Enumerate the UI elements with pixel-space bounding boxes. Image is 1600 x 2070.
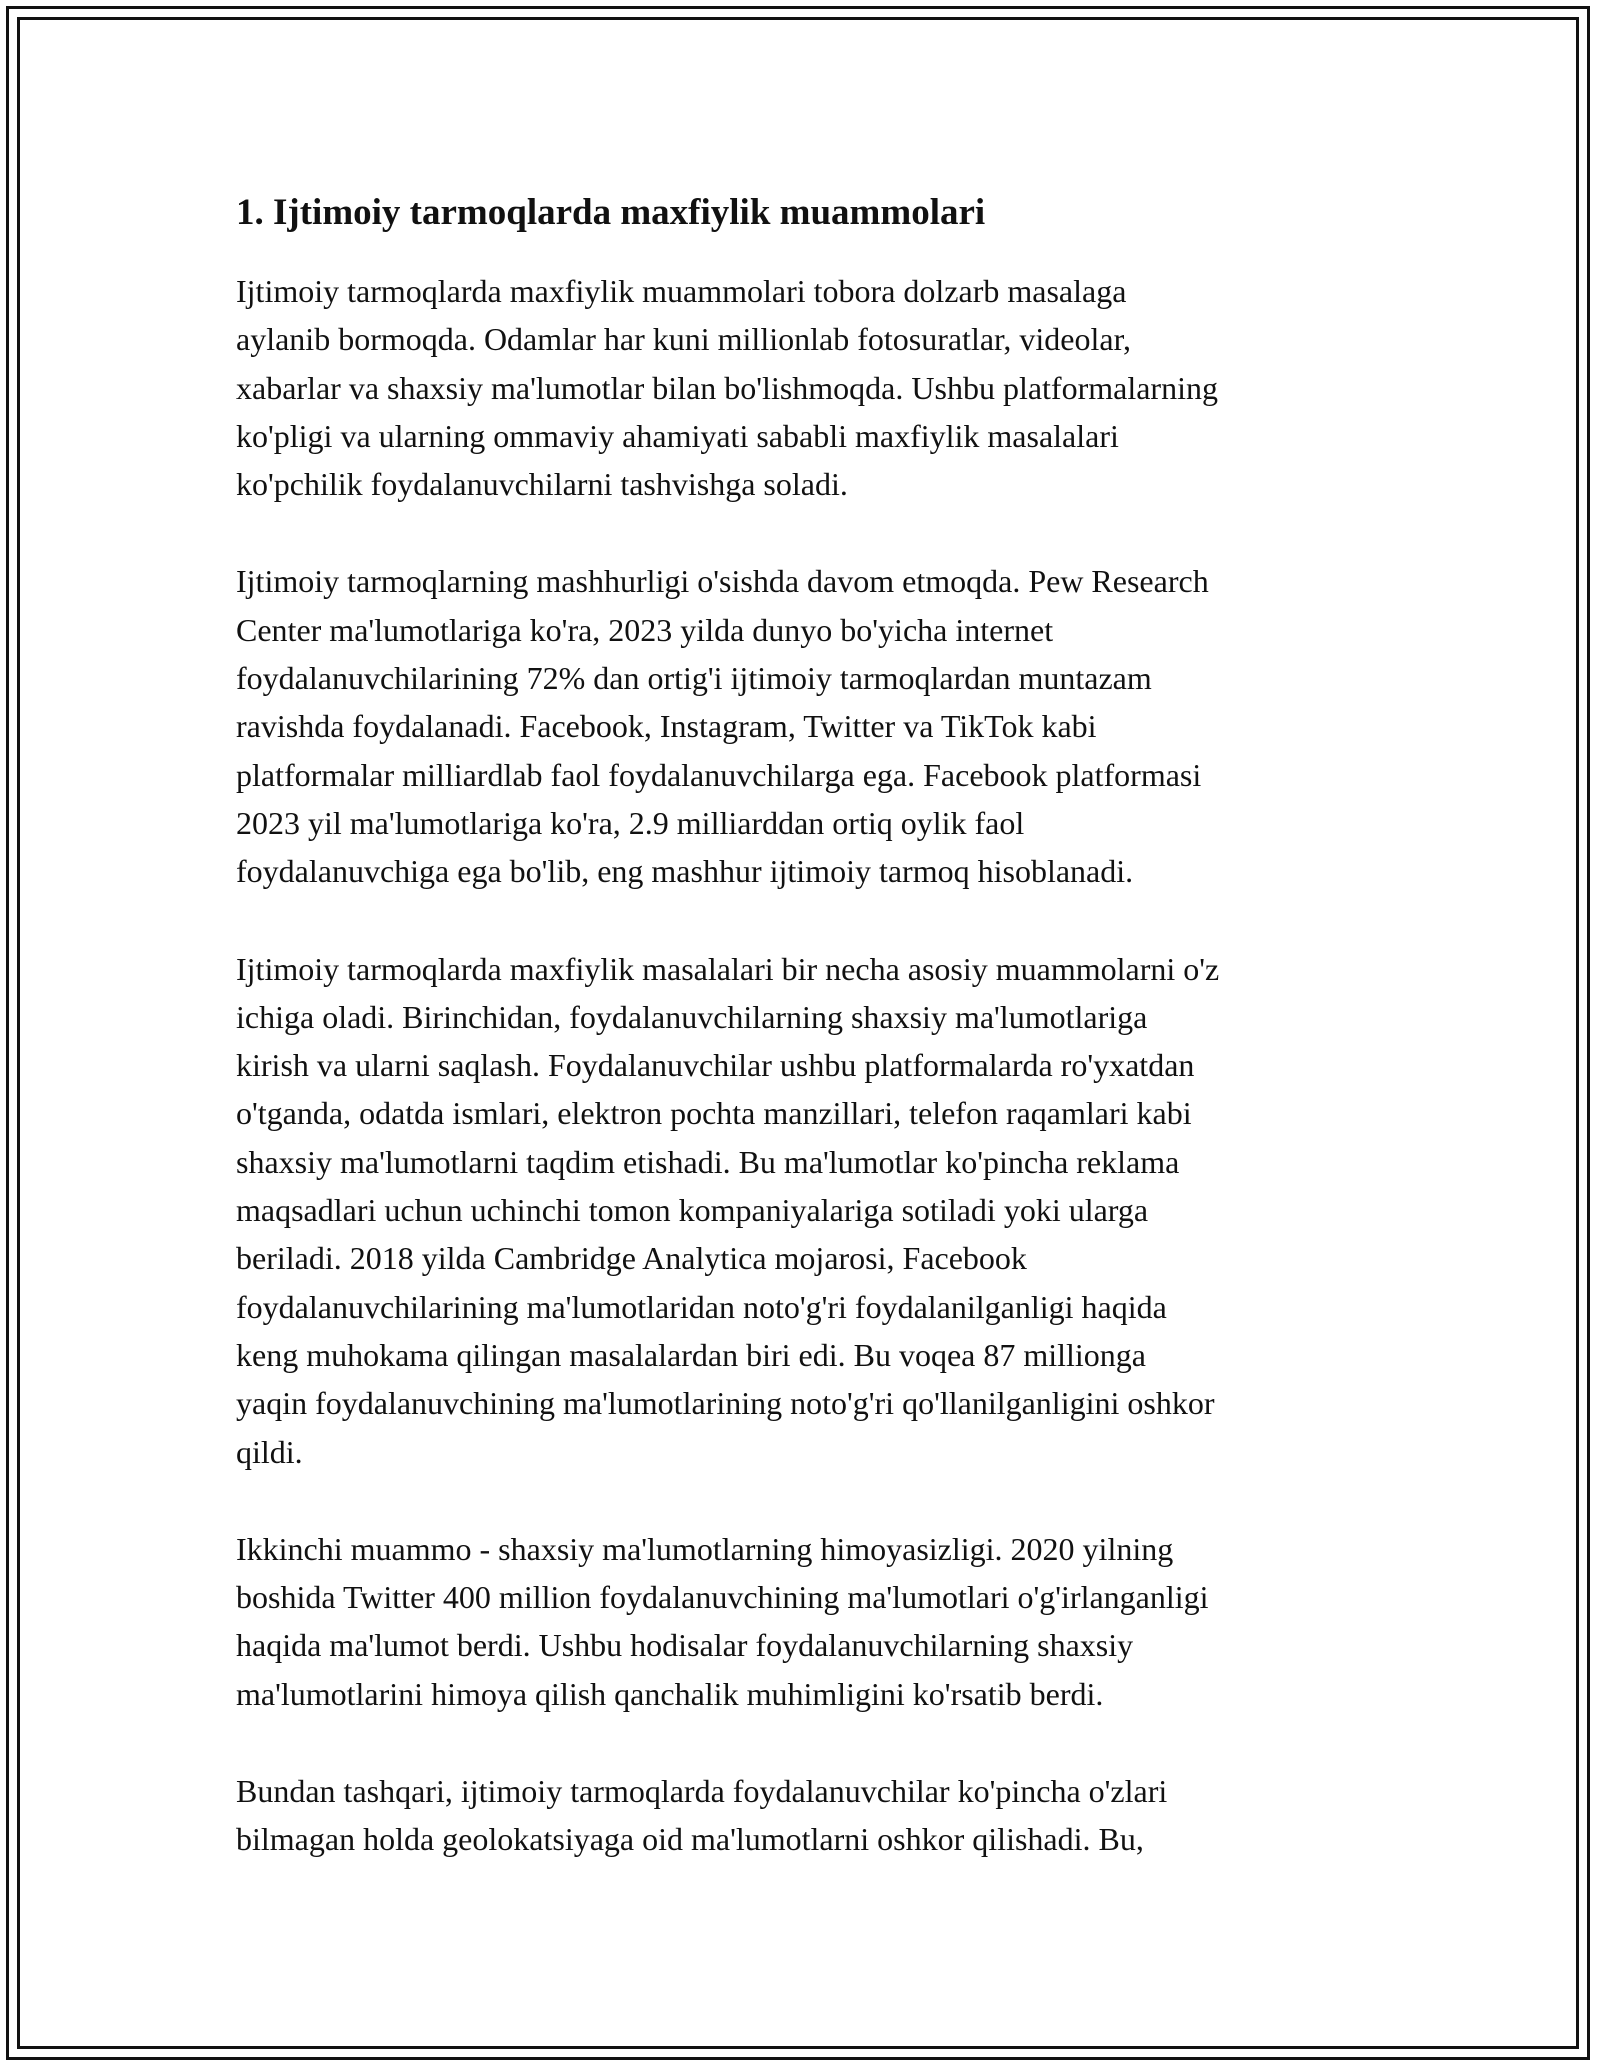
- text-line: Ijtimoiy tarmoqlarning mashhurligi o'sishda davom etmoqda. Pew Research: [236, 563, 1209, 600]
- text-line: yaqin foydalanuvchining ma'lumotlarining noto'g'ri qo'llanilganligini oshkor: [236, 1385, 1215, 1422]
- text-line: Ijtimoiy tarmoqlarda maxfiylik muammolari tobora dolzarb masalaga: [236, 273, 1127, 309]
- text-line: ko'pligi va ularning ommaviy ahamiyati sababli maxfiylik masalalari: [236, 417, 1119, 454]
- text-line: haqida ma'lumot berdi. Ushbu hodisalar foydalanuvchilarning shaxsiy: [236, 1627, 1134, 1664]
- paragraph: [236, 1767, 1372, 1864]
- text-line: xabarlar va shaxsiy ma'lumotlar bilan bo'lishmoqda. Ushbu platformalarning: [236, 369, 1218, 406]
- paragraph: [236, 945, 1372, 1476]
- text-line: o'tganda, odatda ismlari, elektron pochta manzillari, telefon raqamlari kabi: [236, 1095, 1192, 1132]
- paragraph: [236, 267, 1372, 508]
- text-line: Bundan tashqari, ijtimoiy tarmoqlarda foydalanuvchilar ko'pincha o'zlari: [236, 1773, 1168, 1810]
- text-line: beriladi. 2018 yilda Cambridge Analytica mojarosi, Facebook: [236, 1240, 1027, 1277]
- text-line: keng muhokama qilingan masalalardan biri edi. Bu voqea 87 millionga: [236, 1336, 1146, 1373]
- text-line: Center ma'lumotlariga ko'ra, 2023 yilda dunyo bo'yicha internet: [236, 611, 1054, 648]
- text-line: ravishda foydalanadi. Facebook, Instagram, Twitter va TikTok kabi: [236, 708, 1097, 745]
- text-line: shaxsiy ma'lumotlarni taqdim etishadi. Bu ma'lumotlar ko'pincha reklama: [236, 1143, 1180, 1180]
- text-line: foydalanuvchilarining 72% dan ortig'i ijtimoiy tarmoqlardan muntazam: [236, 660, 1152, 697]
- text-line: foydalanuvchilarining ma'lumotlaridan noto'g'ri foydalanilganligi haqida: [236, 1288, 1167, 1325]
- text-line: bilmagan holda geolokatsiyaga oid ma'lumotlarni oshkor qilishadi. Bu,: [236, 1821, 1144, 1858]
- text-line: kirish va ularni saqlash. Foydalanuvchilar ushbu platformalarda ro'yxatdan: [236, 1047, 1195, 1084]
- text-line: Ikkinchi muammo - shaxsiy ma'lumotlarning himoyasizligi. 2020 yilning: [236, 1530, 1174, 1567]
- text-line: platformalar milliardlab faol foydalanuvchilarga ega. Facebook platformasi: [236, 756, 1202, 793]
- paragraph: [236, 557, 1372, 895]
- section-title: 1. Ijtimoiy tarmoqlarda maxfiylik muammolari: [236, 192, 986, 233]
- text-line: foydalanuvchiga ega bo'lib, eng mashhur ijtimoiy tarmoq hisoblanadi.: [236, 853, 1134, 890]
- text-line: Ijtimoiy tarmoqlarda maxfiylik masalalari bir necha asosiy muammolarni o'z: [236, 950, 1220, 987]
- text-line: boshida Twitter 400 million foydalanuvchining ma'lumotlari o'g'irlanganligi: [236, 1579, 1209, 1616]
- document-body: [236, 186, 1372, 1864]
- text-line: ichiga oladi. Birinchidan, foydalanuvchilarning shaxsiy ma'lumotlariga: [236, 998, 1148, 1035]
- text-line: ma'lumotlarini himoya qilish qanchalik muhimligini ko'rsatib berdi.: [236, 1675, 1104, 1712]
- text-line: aylanib bormoqda. Odamlar har kuni millionlab fotosuratlar, videolar,: [236, 321, 1131, 358]
- text-line: maqsadlari uchun uchinchi tomon kompaniyalariga sotiladi yoki ularga: [236, 1192, 1149, 1229]
- paragraph-list: [236, 267, 1372, 1864]
- text-line: ko'pchilik foydalanuvchilarni tashvishga soladi.: [236, 466, 848, 503]
- text-line: qildi.: [236, 1433, 303, 1470]
- paragraph: [236, 1525, 1372, 1718]
- text-line: 2023 yil ma'lumotlariga ko'ra, 2.9 milliarddan ortiq oylik faol: [236, 804, 1025, 841]
